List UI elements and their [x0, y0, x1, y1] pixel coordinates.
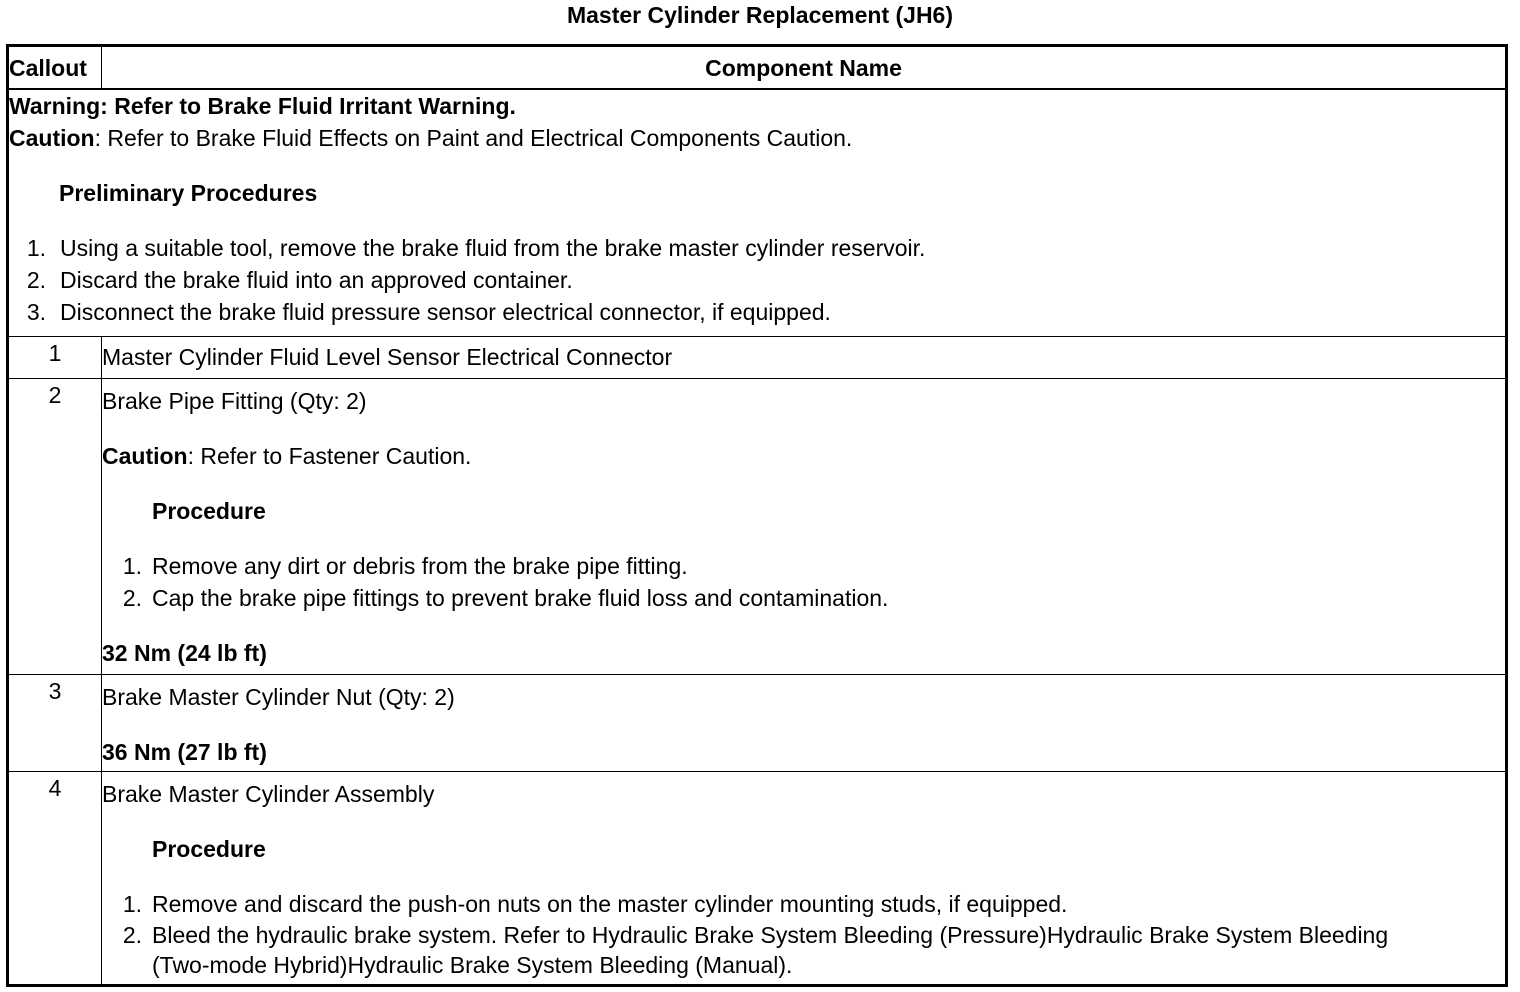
caution-label: Caution: [102, 442, 188, 469]
caution-line: Caution: Refer to Fastener Caution.: [102, 442, 472, 469]
component-name-column-header: Component Name: [102, 46, 1507, 90]
caution-label: Caution: [9, 125, 95, 151]
warning-label: Warning: [9, 93, 101, 119]
warning-text: Refer to Brake Fluid Irritant Warning.: [114, 93, 516, 119]
component-cell: [102, 674, 1507, 771]
preliminary-cell: [8, 89, 1507, 336]
page-title: Master Cylinder Replacement (JH6): [566, 2, 953, 28]
preliminary-row: [8, 89, 1507, 336]
component-name: Master Cylinder Fluid Level Sensor Electrical Connector: [102, 336, 1507, 378]
component-name: Brake Master Cylinder Assembly: [102, 780, 435, 807]
component-cell: [102, 771, 1507, 986]
preliminary-procedures-heading: Preliminary Procedures: [59, 180, 318, 206]
component-cell: [102, 378, 1507, 674]
warning-line: Warning: Refer to Brake Fluid Irritant Warning.: [9, 93, 516, 119]
table-row: [8, 771, 1507, 986]
procedure-table: [6, 44, 1508, 987]
procedure-steps-list: [102, 550, 1505, 614]
torque-spec: 32 Nm (24 lb ft): [102, 639, 267, 666]
component-name: Brake Pipe Fitting (Qty: 2): [102, 387, 367, 414]
component-name: Brake Master Cylinder Nut (Qty: 2): [102, 683, 455, 710]
list-item: 2. Bleed the hydraulic brake system. Refer to Hydraulic Brake System Bleeding (Pressure)Hydraulic Brake System Bleeding (Two-mode Hybrid)Hydraulic Brake System Bleeding (Manual).: [122, 921, 1389, 978]
list-item: 3. Disconnect the brake fluid pressure sensor electrical connector, if equipped.: [26, 299, 831, 325]
callout-number: 2: [8, 378, 102, 674]
callout-number: 1: [8, 336, 102, 378]
procedure-heading: Procedure: [152, 497, 266, 524]
caution-text: Refer to Brake Fluid Effects on Paint and Electrical Components Caution.: [107, 125, 853, 151]
list-item: 1. Using a suitable tool, remove the brake fluid from the brake master cylinder reservoir.: [26, 235, 926, 261]
list-item: 1. Remove any dirt or debris from the brake pipe fitting.: [122, 552, 688, 579]
procedure-heading: Procedure: [152, 835, 266, 862]
callout-number: 4: [8, 771, 102, 986]
caution-text: Refer to Fastener Caution.: [200, 442, 472, 469]
callout-number: 3: [8, 674, 102, 771]
table-row: [8, 378, 1507, 674]
preliminary-steps-list: [9, 232, 1505, 328]
list-item: 1. Remove and discard the push-on nuts on the master cylinder mounting studs, if equipped.: [122, 890, 1068, 917]
table-header-row: [8, 46, 1507, 90]
procedure-steps-list: [102, 888, 1505, 980]
torque-spec: 36 Nm (27 lb ft): [102, 738, 267, 765]
list-item: 2. Cap the brake pipe fittings to prevent brake fluid loss and contamination.: [122, 584, 889, 611]
list-item: 2. Discard the brake fluid into an approved container.: [26, 267, 573, 293]
caution-line: Caution: Refer to Brake Fluid Effects on Paint and Electrical Components Caution.: [9, 125, 853, 151]
callout-column-header: Callout: [8, 46, 102, 90]
table-row: [8, 336, 1507, 378]
table-row: [8, 674, 1507, 771]
